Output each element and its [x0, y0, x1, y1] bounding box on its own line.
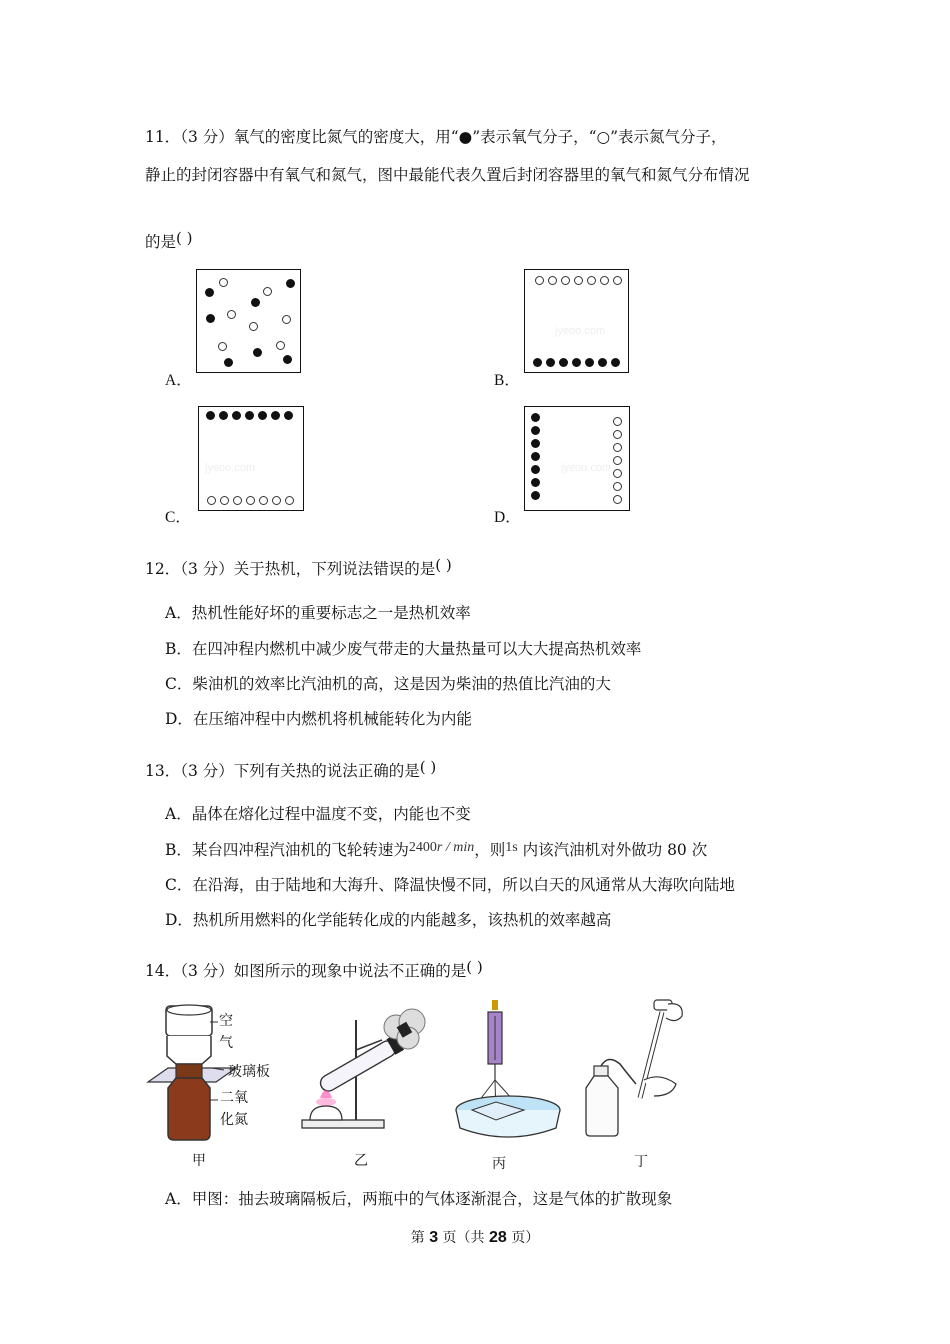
caption-ding: 丁 — [634, 1154, 648, 1170]
figure-ding-pump-bottle — [580, 998, 690, 1143]
q13-rpm-number: 2400 — [408, 840, 437, 855]
caption-yi: 乙 — [354, 1153, 368, 1169]
q11-option-c-box — [198, 406, 304, 511]
q11-stem-line2: 静止的封闭容器中有氧气和氮气，图中最能代表久置后封闭容器里的氧气和氮气分布情况 — [145, 166, 750, 184]
q13-option-b-pre: B．某台四冲程汽油机的飞轮转速为 — [165, 841, 409, 859]
q11-option-d-box — [524, 406, 630, 511]
q14-stem-text: 14．（3 分）如图所示的现象中说法不正确的是 — [145, 962, 467, 980]
q13-answer-paren: ( ) — [419, 758, 437, 776]
q11-option-c-label: C． — [165, 509, 191, 526]
figure-bing-spring-scale — [452, 998, 564, 1148]
footer-post: 页） — [506, 1230, 540, 1246]
page-footer — [0, 1227, 950, 1247]
q11-stem-tail: 的是 — [145, 233, 177, 251]
q13-option-c: C．在沿海，由于陆地和大海升、降温快慢不同，所以白天的风通常从大海吹向陆地 — [165, 876, 735, 894]
q13-option-b-post: 内该汽油机对外做功 80 次 — [517, 841, 708, 859]
q12-option-a: A．热机性能好坏的重要标志之一是热机效率 — [165, 604, 471, 622]
q13-option-b-mid: ，则 — [474, 841, 506, 859]
q11-stem-line3 — [145, 229, 193, 252]
q12-answer-paren: ( ) — [435, 556, 452, 574]
q12-option-c: C．柴油机的效率比汽油机的高，这是因为柴油的热值比汽油的大 — [165, 675, 611, 693]
q14-option-a: A．甲图：抽去玻璃隔板后，两瓶中的气体逐渐混合，这是气体的扩散现象 — [165, 1190, 673, 1208]
q13-option-a: A．晶体在熔化过程中温度不变，内能也不变 — [165, 805, 471, 823]
fig-label-air-2: 气 — [219, 1035, 233, 1051]
q13-time-unit: s — [512, 840, 518, 855]
figure-yi-test-tube — [296, 1002, 436, 1137]
q13-option-b — [165, 838, 707, 860]
q11-option-b-box — [524, 269, 629, 373]
q12-stem — [145, 556, 452, 579]
q11-option-b-label: B． — [494, 372, 520, 389]
q13-stem-text: 13．（3 分）下列有关热的说法正确的是 — [145, 762, 420, 780]
q13-rpm-unit: r / min — [436, 840, 475, 855]
fig-label-no2-2: 化氮 — [220, 1112, 248, 1128]
watermark-b: jyeoo.com — [555, 325, 606, 337]
q12-stem-text: 12．（3 分）关于热机，下列说法错误的是 — [145, 560, 436, 578]
q13-option-d: D．热机所用燃料的化学能转化成的内能越多，该热机的效率越高 — [165, 911, 612, 929]
footer-page-number: 3 — [429, 1229, 439, 1246]
q14-answer-paren: ( ) — [466, 958, 483, 976]
q13-stem — [145, 758, 436, 781]
q11-stem-line1: 11．（3 分）氧气的密度比氮气的密度大，用“●”表示氧气分子，“○”表示氮气分子， — [145, 128, 727, 146]
q13-time-number: 1 — [505, 840, 513, 855]
q11-option-a-label: A． — [165, 372, 192, 389]
watermark-c: jyeoo.com — [205, 462, 256, 474]
footer-mid: 页（共 — [438, 1230, 489, 1246]
fig-label-air-1: 空 — [219, 1013, 233, 1029]
fig-label-glass-plate: 玻璃板 — [228, 1064, 270, 1080]
footer-total-pages: 28 — [489, 1229, 507, 1246]
fig-label-no2-1: 二氧 — [220, 1090, 248, 1106]
q14-stem — [145, 958, 483, 981]
caption-jia: 甲 — [192, 1153, 206, 1169]
q11-option-a-box — [196, 269, 301, 373]
q11-answer-paren: ( ) — [176, 229, 193, 247]
caption-bing: 丙 — [492, 1156, 506, 1172]
q11-option-d-label: D． — [494, 509, 521, 526]
q12-option-b: B．在四冲程内燃机中减少废气带走的大量热量可以大大提高热机效率 — [165, 640, 642, 658]
footer-pre: 第 — [410, 1230, 430, 1246]
q12-option-d: D．在压缩冲程中内燃机将机械能转化为内能 — [165, 710, 472, 728]
watermark-d: jyeoo.com — [561, 462, 612, 474]
